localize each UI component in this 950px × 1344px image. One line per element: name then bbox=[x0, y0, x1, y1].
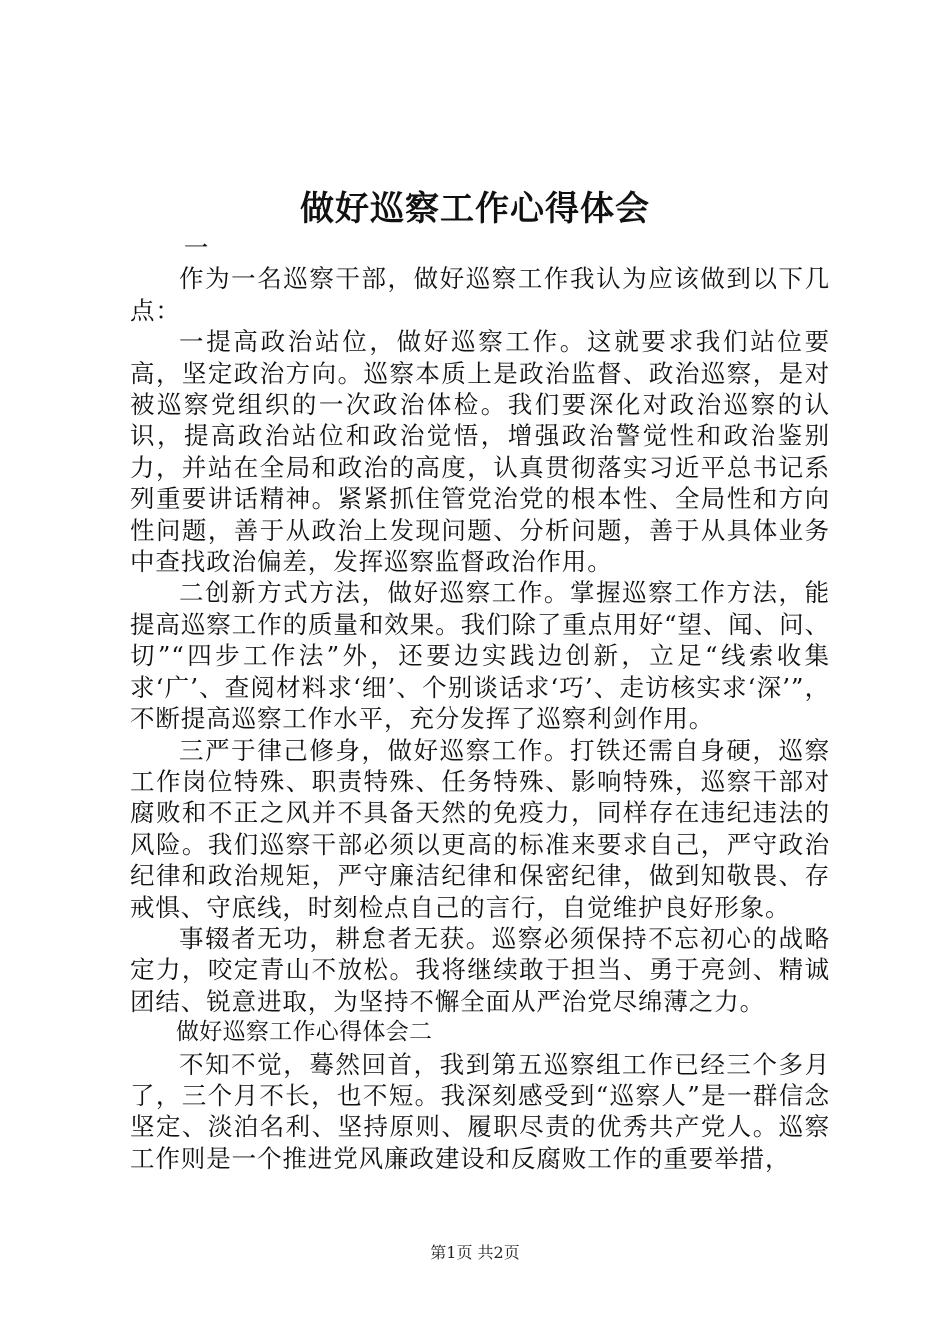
document-body bbox=[130, 232, 830, 1174]
conclusion-paragraph: 事辍者无功，耕怠者无获。巡察必须保持不忘初心的战略定力，咬定青山不放松。我将继续敢于担当、勇于亮剑、精诚团结、锐意进取，为坚持不懈全面从严治党尽绵薄之力。 bbox=[130, 923, 830, 1016]
point-three-paragraph: 三严于律己修身，做好巡察工作。打铁还需自身硬，巡察工作岗位特殊、职责特殊、任务特殊、影响特殊，巡察干部对腐败和不正之风并不具备天然的免疫力，同样存在违纪违法的风险。我们巡察干部必须以更高的标准来要求自己，严守政治纪律和政治规矩，严守廉洁纪律和保密纪律，做到知敬畏、存戒惧、守底线，时刻检点自己的言行，自觉维护良好形象。 bbox=[130, 735, 830, 922]
point-one-paragraph: 一提高政治站位，做好巡察工作。这就要求我们站位要高，坚定政治方向。巡察本质上是政治监督、政治巡察，是对被巡察党组织的一次政治体检。我们要深化对政治巡察的认识，提高政治站位和政治觉悟，增强政治警觉性和政治鉴别力，并站在全局和政治的高度，认真贯彻落实习近平总书记系列重要讲话精神。紧紧抓住管党治党的根本性、全局性和方向性问题，善于从政治上发现问题、分析问题，善于从具体业务中查找政治偏差，发挥巡察监督政治作用。 bbox=[130, 327, 830, 577]
intro-paragraph: 作为一名巡察干部，做好巡察工作我认为应该做到以下几点： bbox=[130, 264, 830, 325]
section-two-paragraph: 不知不觉，蓦然回首，我到第五巡察组工作已经三个多月了，三个月不长，也不短。我深刻感受到“巡察人”是一群信念坚定、淡泊名利、坚持原则、履职尽责的优秀共产党人。巡察工作则是一个推进党风廉政建设和反腐败工作的重要举措， bbox=[130, 1049, 830, 1173]
section-marker: 一 bbox=[183, 233, 210, 262]
point-two-paragraph: 二创新方式方法，做好巡察工作。掌握巡察工作方法，能提高巡察工作的质量和效果。我们除了重点用好“望、闻、问、切”“四步工作法”外，还要边实践边创新，立足“线索收集求‘广’、查阅材料求‘细’、个别谈话求‘巧’、走访核实求‘深’”，不断提高巡察工作水平，充分发挥了巡察利剑作用。 bbox=[130, 578, 830, 734]
page-number-footer: 第1页 共2页 bbox=[430, 1243, 520, 1262]
section-two-heading: 做好巡察工作心得体会二 bbox=[176, 1019, 433, 1046]
document-title: 做好巡察工作心得体会 bbox=[300, 189, 650, 229]
